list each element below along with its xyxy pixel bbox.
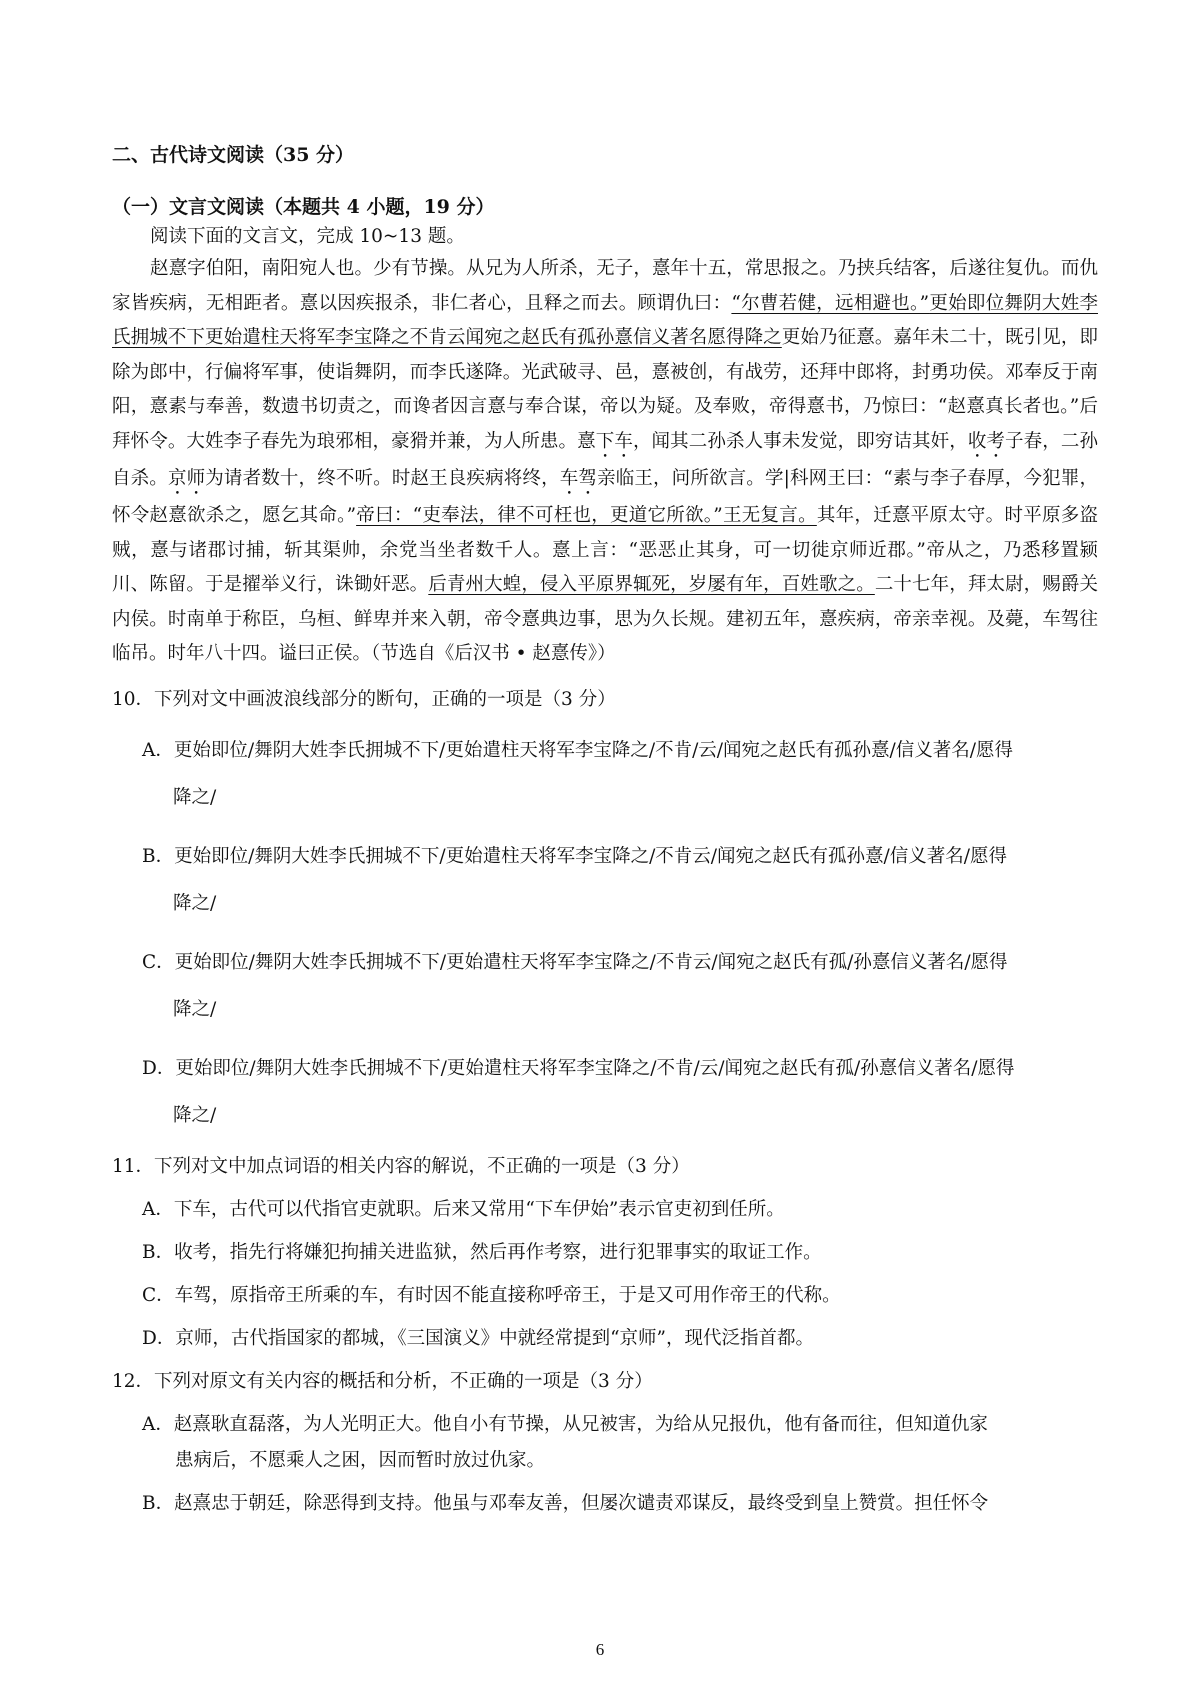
option-letter: A． (142, 739, 174, 761)
option-letter: D． (142, 1057, 176, 1079)
dotted-term-xiache: 下车 (595, 430, 633, 452)
option-letter: A． (142, 1413, 174, 1435)
exam-page (112, 140, 1098, 1519)
passage-text: 亲临王，问所欲言。学|科网王曰：“素与李子春厚，今犯罪，怀令赵憙欲杀之，愿乞其命。” (112, 467, 1098, 526)
page-number: 6 (595, 1640, 605, 1659)
option-text-continued: 降之/ (173, 998, 217, 1020)
passage-text: 更始乃征憙。嘉年未二十，既引见，即除为郎中，行偏将军事，使诣舞阴，而李氏遂降。光武破寻、邑，憙被创，有战劳，还拜中郎将，封勇功侯。邓奉反于南阳，憙素与奉善，数遗书切责之，而谗者因言憙与奉合谋，帝以为疑。及奉败，帝得憙书，乃惊曰：“赵憙真长者也。”后拜怀令。大姓李子春先为琅邪相，豪猾并兼，为人所患。憙 (112, 327, 1098, 452)
subsection-title: （一）文言文阅读（本题共 4 小题，19 分） (112, 196, 495, 218)
option-text-continued: 降之/ (173, 786, 217, 808)
option-a[interactable] (112, 1195, 1098, 1225)
option-d[interactable] (112, 1045, 1098, 1139)
underlined-sentence: 后青州大蝗，侵入平原界辄死，岁屡有年，百姓歌之。 (428, 574, 875, 596)
option-c[interactable] (112, 939, 1098, 1033)
option-text: 京师，古代指国家的都城，《三国演义》中就经常提到“京师”，现代泛指首都。 (175, 1327, 815, 1349)
option-b[interactable] (112, 1238, 1098, 1268)
underlined-sentence: 帝曰：“吏奉法，律不可枉也，更道它所欲。”王无复言。 (356, 504, 817, 526)
option-text: 更始即位/舞阴大姓李氏拥城不下/更始遣柱天将军李宝降之/不肯/云/闻宛之赵氏有孤/孙憙信义著名/愿得 (175, 1057, 1015, 1079)
option-a[interactable] (112, 1410, 1098, 1476)
option-text: 赵熹忠于朝廷，除恶得到支持。他虽与邓奉友善，但屡次谴责邓谋反，最终受到皇上赞赏。担任怀令 (174, 1492, 989, 1514)
option-letter: B． (142, 1492, 175, 1514)
option-text-continued: 降之/ (173, 892, 217, 914)
option-text: 更始即位/舞阴大姓李氏拥城不下/更始遣柱天将军李宝降之/不肯/云/闻宛之赵氏有孤孙憙/信义著名/愿得 (173, 739, 1014, 761)
underlined-quote: “尔曹若健，远相避也。” (731, 292, 930, 314)
dotted-term-jingshi: 京师 (167, 467, 206, 489)
wavy-underlined-segment: 更始即位舞阴大姓李氏拥城不下更始遣柱天将军李宝降之不肯云闻宛之赵氏有孤孙憙信义著名愿得降之 (112, 292, 1098, 349)
option-letter: C． (142, 1284, 175, 1306)
passage-text: 二十七年，拜太尉，赐爵关内侯。时南单于称臣，乌桓、鲜卑并来入朝，帝令憙典边事，思为久长规。建初五年，憙疾病，帝亲幸视。及薨，车驾往临吊。时年八十四。谥曰正侯。（节选自《后汉书 • 赵憙传》） (112, 574, 1098, 665)
option-b[interactable] (112, 833, 1098, 927)
dotted-term-chejia: 车驾 (559, 467, 598, 489)
question-12 (112, 1367, 1098, 1519)
instruction: 阅读下面的文言文，完成 10~13 题。 (150, 226, 465, 247)
option-text-continued: 患病后，不愿乘人之困，因而暂时放过仇家。 (175, 1449, 546, 1471)
passage-text: 为请者数十，终不听。时赵王良疾病将终， (205, 467, 560, 489)
option-text: 收考，指先行将嫌犯拘捕关进监狱，然后再作考察，进行犯罪事实的取证工作。 (174, 1241, 822, 1263)
option-text: 赵熹耿直磊落，为人光明正大。他自小有节操，从兄被害，为给从兄报仇，他有备而往，但知道仇家 (173, 1413, 988, 1435)
dotted-term-shoukao: 收考 (967, 430, 1006, 452)
option-text: 车驾，原指帝王所乘的车，有时因不能直接称呼帝王，于是又可用作帝王的代称。 (174, 1284, 841, 1306)
option-d[interactable] (112, 1324, 1098, 1354)
question-10 (112, 685, 1098, 1139)
option-c[interactable] (112, 1281, 1098, 1311)
passage-text: ，闻其二孙杀人事未发觉，即穷诘其奸， (632, 430, 968, 452)
passage-text: 子春，二孙自杀。 (112, 430, 1098, 489)
passage-text: 其年，迁憙平原太守。时平原多盗贼，憙与诸郡讨捕，斩其渠帅，余党当坐者数千人。憙上言：“恶恶止其身，可一切徙京师近郡。”帝从之，乃悉移置颍川、陈留。于是擢举义行，诛锄奸恶。 (112, 504, 1098, 596)
question-11 (112, 1152, 1098, 1354)
question-stem: 10．下列对文中画波浪线部分的断句，正确的一项是（3 分） (112, 688, 616, 710)
option-letter: B． (142, 845, 175, 867)
option-a[interactable] (112, 727, 1098, 821)
option-text: 下车，古代可以代指官吏就职。后来又常用“下车伊始”表示官吏初到任所。 (173, 1198, 785, 1220)
classical-passage (112, 252, 1098, 672)
option-text: 更始即位/舞阴大姓李氏拥城不下/更始遣柱天将军李宝降之/不肯云/闻宛之赵氏有孤孙憙/信义著名/愿得 (174, 845, 1008, 867)
option-text: 更始即位/舞阴大姓李氏拥城不下/更始遣柱天将军李宝降之/不肯云/闻宛之赵氏有孤/孙憙信义著名/愿得 (174, 951, 1008, 973)
section-title: 二、古代诗文阅读（35 分） (112, 144, 355, 166)
option-b[interactable] (112, 1489, 1098, 1519)
option-letter: C． (142, 951, 175, 973)
question-stem: 12．下列对原文有关内容的概括和分析，不正确的一项是（3 分） (112, 1370, 653, 1392)
option-letter: D． (142, 1327, 176, 1349)
option-letter: B． (142, 1241, 175, 1263)
passage-text: 赵憙字伯阳，南阳宛人也。少有节操。从兄为人所杀，无子，憙年十五，常思报之。乃挟兵结客，后遂往复仇。而仇家皆疾病，无相距者。憙以因疾报杀，非仁者心，且释之而去。顾谓仇曰： (112, 258, 1098, 314)
question-stem: 11．下列对文中加点词语的相关内容的解说，不正确的一项是（3 分） (112, 1155, 690, 1177)
option-letter: A． (142, 1198, 174, 1220)
option-text-continued: 降之/ (173, 1104, 217, 1126)
